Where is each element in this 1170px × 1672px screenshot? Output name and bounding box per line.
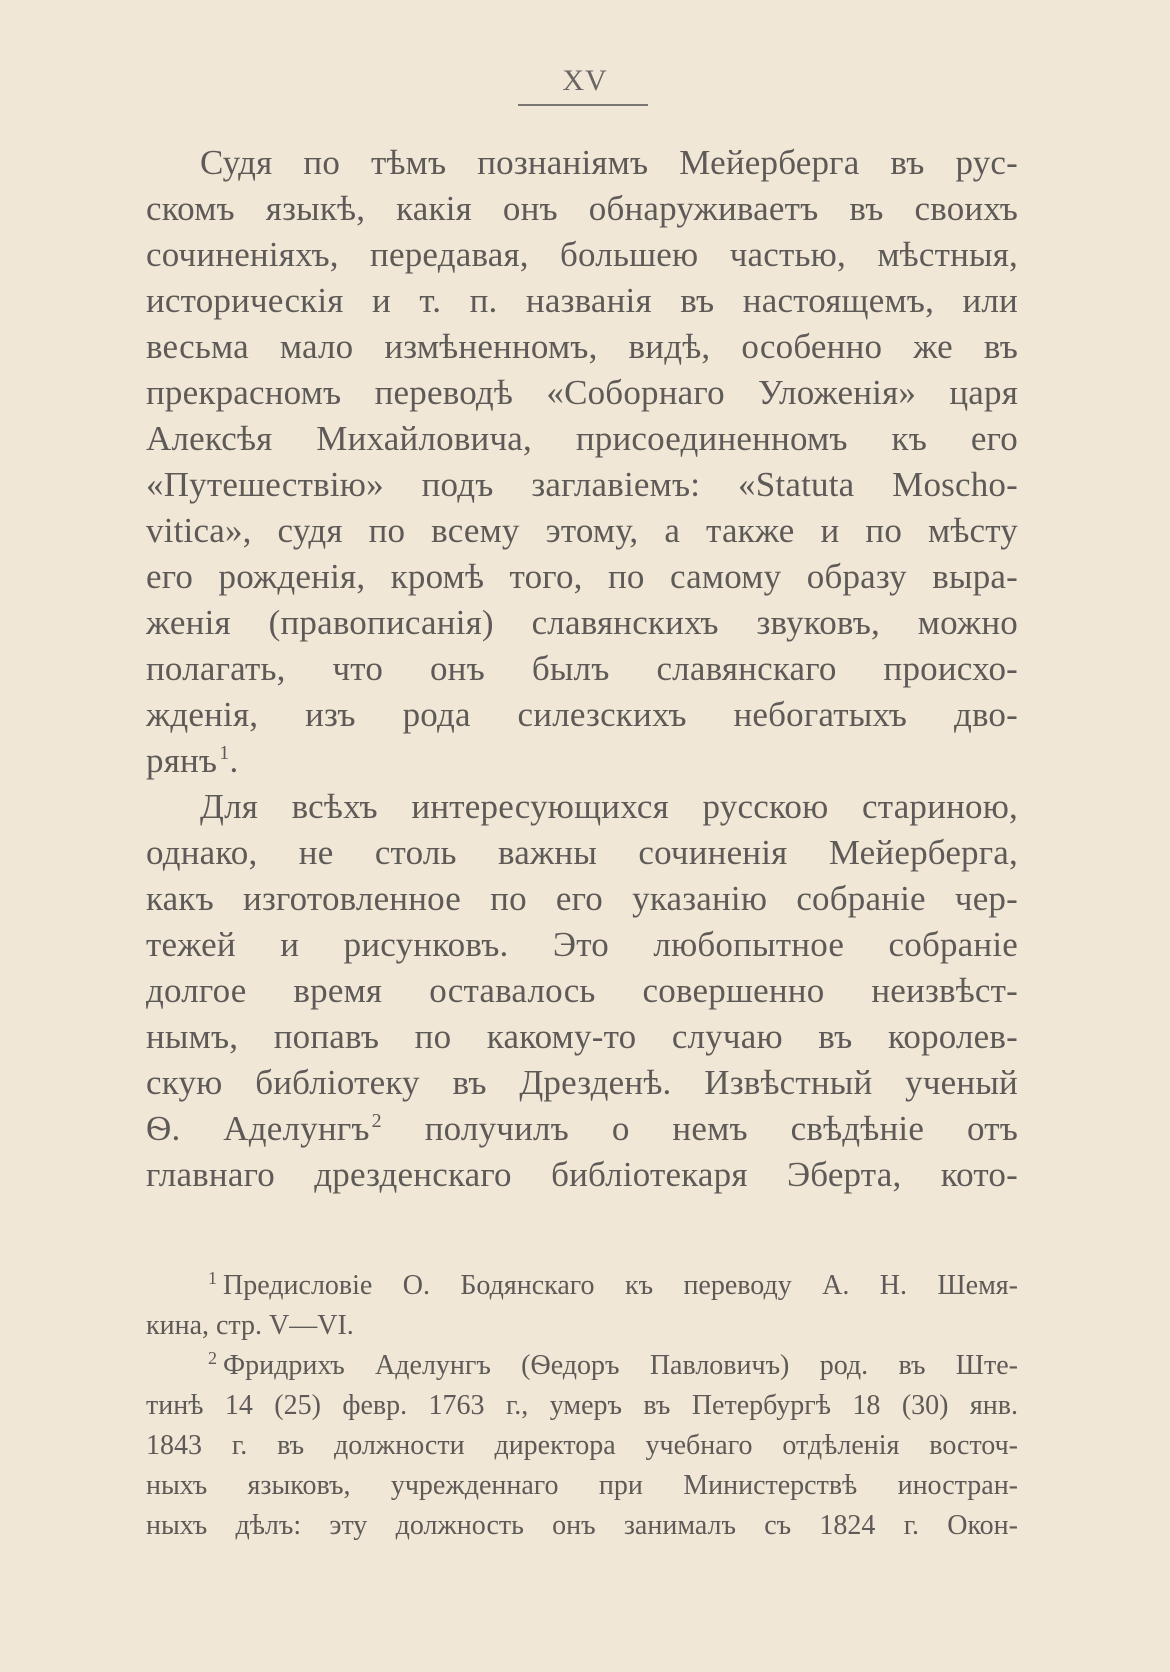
header-rule [518, 104, 648, 106]
text-line: тежей и рисунковъ. Это любопытное собраніе [146, 925, 1018, 964]
footnote-text: Фридрихъ Аделунгъ (Ѳедоръ Павловичъ) род. въ Ште- [223, 1350, 1018, 1381]
footnote-mark: 2 [208, 1347, 217, 1368]
text-fragment: Ѳ. Аделунгъ [146, 1109, 370, 1148]
text-line: скомъ языкѣ, какія онъ обнаруживаетъ въ своихъ [146, 189, 1018, 228]
footnote-line: тинѣ 14 (25) февр. 1763 г., умеръ въ Петербургѣ 18 (30) янв. [146, 1390, 1018, 1421]
text-line: сочиненіяхъ, передавая, большею частью, мѣстныя, [146, 235, 1018, 274]
footnote-reference: 1 [219, 742, 230, 765]
text-line: Судя по тѣмъ познаніямъ Мейерберга въ рус- [200, 143, 1018, 182]
text-line [146, 1106, 1018, 1152]
text-line: полагать, что онъ былъ славянскаго происхо- [146, 649, 1018, 688]
text-line: главнаго дрезденскаго библіотекаря Эберта, кото- [146, 1155, 1018, 1194]
text-fragment: рянъ [146, 741, 218, 780]
page-number: XV [562, 64, 608, 97]
main-text [146, 140, 1018, 1198]
footnote-line: 1843 г. въ должности директора учебнаго отдѣленія восточ- [146, 1430, 1018, 1461]
footnote-line [146, 1346, 1018, 1386]
footnote-line: ныхъ языковъ, учрежденнаго при Министерствѣ иностран- [146, 1470, 1018, 1501]
text-fragment: получилъ о немъ свѣдѣніе отъ [424, 1109, 1018, 1148]
text-line: прекрасномъ переводѣ «Соборнаго Уложенія» царя [146, 373, 1018, 412]
footnote-line [146, 1266, 1018, 1306]
footnote-line: ныхъ дѣлъ: эту должность онъ занималъ съ 1824 г. Окон- [146, 1510, 1018, 1541]
text-line: vitica», судя по всему этому, а также и по мѣсту [146, 511, 1018, 550]
text-line: жденія, изъ рода силезскихъ небогатыхъ дво- [146, 695, 1018, 734]
text-line: долгое время оставалось совершенно неизвѣст- [146, 971, 1018, 1010]
text-line: Алексѣя Михайловича, присоединенномъ къ его [146, 419, 1018, 458]
text-line: нымъ, попавъ по какому-то случаю въ королев- [146, 1017, 1018, 1056]
text-line: какъ изготовленное по его указанію собраніе чер- [146, 879, 1018, 918]
footnote-reference: 2 [371, 1110, 382, 1133]
text-line: весьма мало измѣненномъ, видѣ, особенно же въ [146, 327, 1018, 366]
text-line [146, 738, 1018, 784]
text-line: женія (правописанія) славянскихъ звуковъ, можно [146, 603, 1018, 642]
text-line: Для всѣхъ интересующихся русскою стариною, [200, 787, 1018, 826]
footnote-line: кина, стр. V—VI. [146, 1310, 354, 1341]
text-line: «Путешествію» подъ заглавіемъ: «Statuta Moscho- [146, 465, 1018, 504]
footnotes [146, 1266, 1018, 1546]
text-line: его рожденія, кромѣ того, по самому образу выра- [146, 557, 1018, 596]
footnote-mark: 1 [208, 1267, 217, 1288]
text-line: историческія и т. п. названія въ настоящемъ, или [146, 281, 1018, 320]
text-line: однако, не столь важны сочиненія Мейерберга, [146, 833, 1018, 872]
footnote-text: Предисловіе О. Бодянскаго къ переводу А. Н. Шемя- [223, 1270, 1018, 1301]
text-fragment: . [229, 741, 239, 780]
text-line: скую библіотеку въ Дрезденѣ. Извѣстный ученый [146, 1063, 1018, 1102]
